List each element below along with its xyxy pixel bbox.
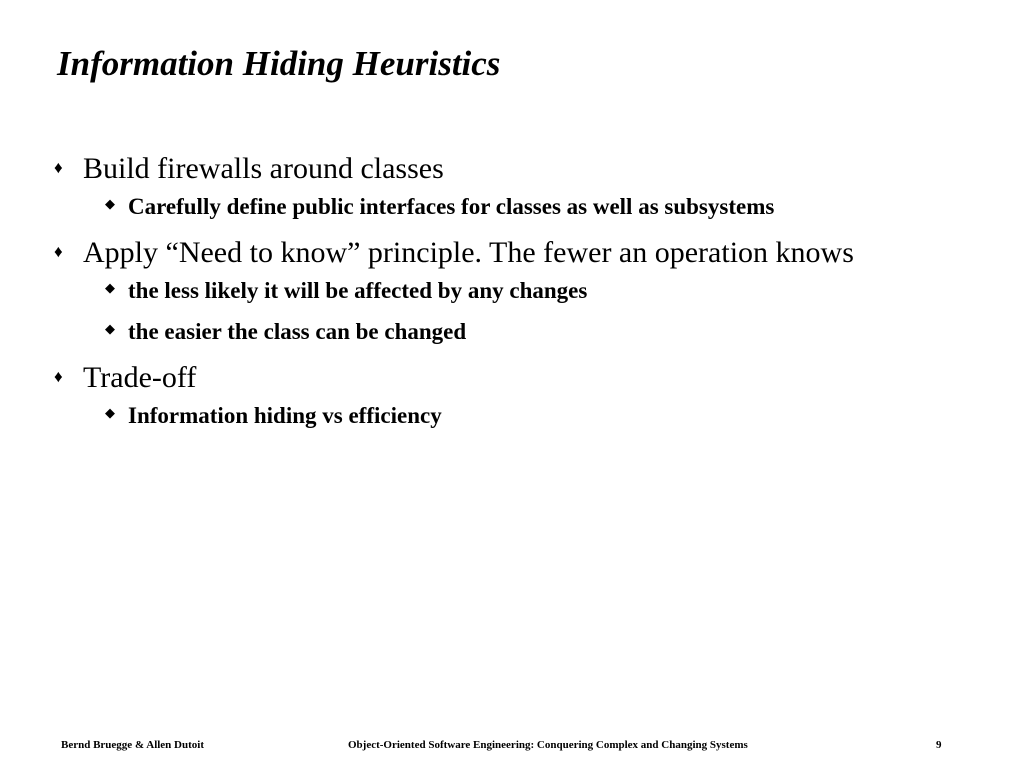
sub-bullet-item (50, 401, 970, 431)
bullet-item (50, 359, 970, 397)
bullet-item (50, 150, 970, 188)
slide-footer (0, 738, 1024, 752)
diamond-bullet-icon: ♦ (54, 158, 63, 177)
diamond-bullet-icon: ♦ (54, 367, 63, 386)
bullet-item (50, 234, 970, 272)
sub-bullet-text: the easier the class can be changed (128, 319, 467, 344)
diamond-sub-bullet-icon: ◆ (105, 405, 115, 420)
sub-bullet-item (50, 276, 970, 306)
sub-bullet-item (50, 192, 970, 222)
bullet-text: Build firewalls around classes (83, 152, 444, 185)
bullet-text: Apply “Need to know” principle. The fewer an operation knows (83, 236, 854, 269)
sub-bullet-text: the less likely it will be affected by any changes (128, 278, 588, 303)
sub-bullet-item (50, 317, 970, 347)
diamond-sub-bullet-icon: ◆ (105, 196, 115, 211)
bullet-text: Trade-off (83, 361, 197, 394)
diamond-sub-bullet-icon: ◆ (105, 280, 115, 295)
diamond-sub-bullet-icon: ◆ (105, 321, 115, 336)
footer-page-number: 9 (936, 739, 942, 751)
footer-authors: Bernd Bruegge & Allen Dutoit (61, 739, 204, 751)
sub-bullet-text: Information hiding vs efficiency (128, 403, 442, 428)
sub-bullet-text: Carefully define public interfaces for classes as well as subsystems (128, 194, 775, 219)
footer-book-title: Object-Oriented Software Engineering: Conquering Complex and Changing Systems (348, 739, 748, 751)
bullet-list (50, 150, 970, 442)
diamond-bullet-icon: ♦ (54, 242, 63, 261)
slide-title: Information Hiding Heuristics (57, 44, 501, 83)
